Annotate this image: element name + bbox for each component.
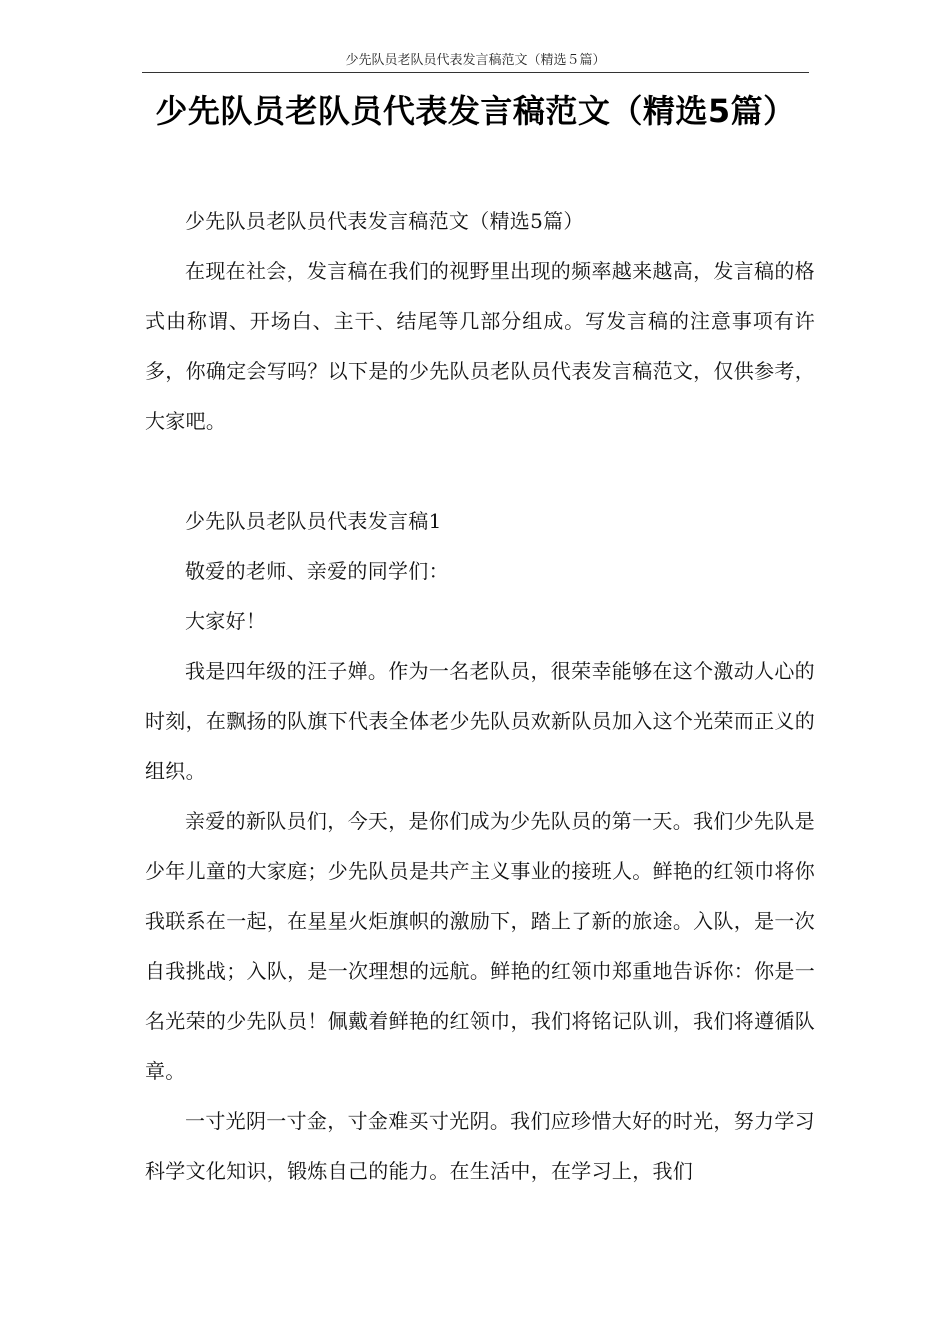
paragraph-spacer [145,446,815,496]
intro-heading: 少先队员老队员代表发言稿范文（精选5篇） [185,209,584,233]
section-heading: 少先队员老队员代表发言稿1 [185,509,442,533]
body-paragraph: 亲爱的新队员们，今天，是你们成为少先队员的第一天。我们少先队是少年儿童的大家庭；少先队员是共产主义事业的接班人。鲜艳的红领巾将你我联系在一起，在星星火炬旗帜的激励下，踏上了新的旅途。入队，是一次自我挑战；入队，是一次理想的远航。鲜艳的红领巾郑重地告诉你：你是一名光荣的少先队员！佩戴着鲜艳的红领巾，我们将铭记队训，我们将遵循队章。 [145,809,815,1083]
document-body [145,196,815,1196]
document-title: 少先队员老队员代表发言稿范文（精选5篇） [155,92,796,130]
greeting: 大家好！ [185,609,267,633]
intro-paragraph: 在现在社会，发言稿在我们的视野里出现的频率越来越高，发言稿的格式由称谓、开场白、主干、结尾等几部分组成。写发言稿的注意事项有许多，你确定会写吗？以下是的少先队员老队员代表发言稿范文，仅供参考，大家吧。 [145,259,815,433]
salutation: 敬爱的老师、亲爱的同学们： [185,559,449,583]
body-paragraph: 一寸光阴一寸金，寸金难买寸光阴。我们应珍惜大好的时光，努力学习科学文化知识，锻炼自己的能力。在生活中，在学习上，我们 [145,1109,815,1183]
running-header: 少先队员老队员代表发言稿范文（精选５篇） [345,53,606,68]
body-paragraph: 我是四年级的汪子婵。作为一名老队员，很荣幸能够在这个激动人心的时刻，在飘扬的队旗下代表全体老少先队员欢新队员加入这个光荣而正义的组织。 [145,659,815,783]
header-divider [142,72,809,73]
